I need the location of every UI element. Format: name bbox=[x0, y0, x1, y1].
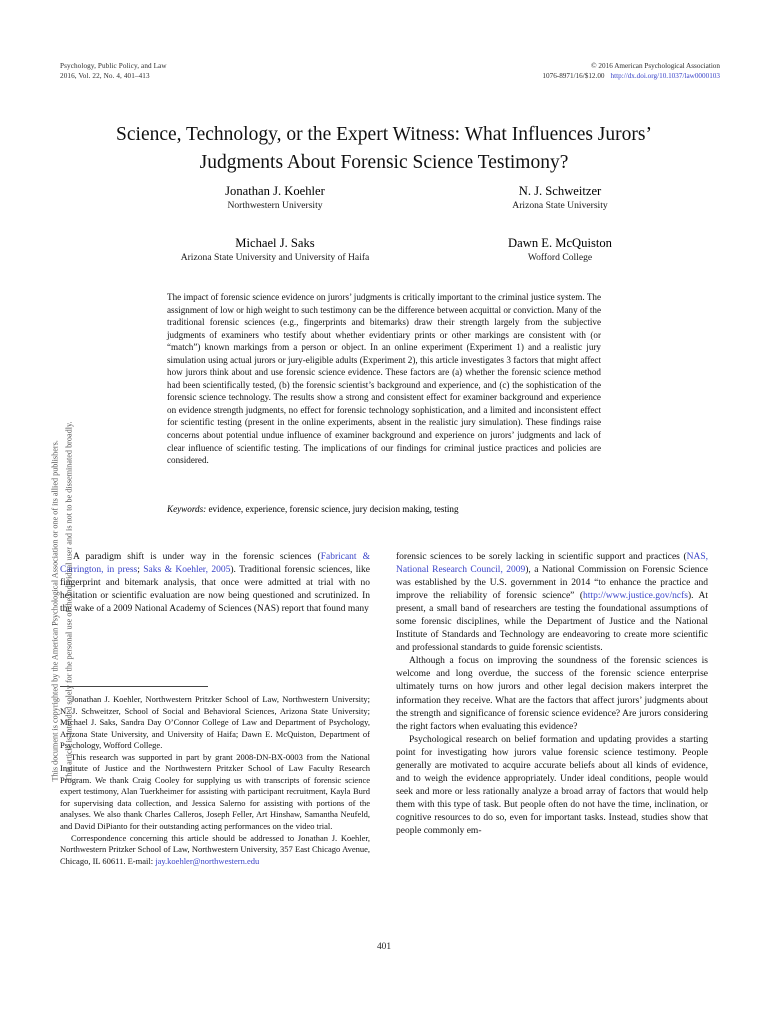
author-name: N. J. Schweitzer bbox=[518, 184, 602, 198]
keywords-line bbox=[167, 503, 601, 516]
author-block bbox=[0, 183, 768, 287]
author-name: Dawn E. McQuiston bbox=[508, 236, 612, 250]
url-link[interactable]: http://www.justice.gov/ncfs bbox=[583, 591, 688, 602]
doi-link[interactable]: http://dx.doi.org/10.1037/law0000103 bbox=[610, 71, 720, 80]
title-line-1: Science, Technology, or the Expert Witness: What Influences Jurors’ bbox=[116, 124, 652, 146]
journal-name: Psychology, Public Policy, and Law bbox=[60, 62, 167, 70]
page-number: 401 bbox=[376, 942, 392, 952]
body-paragraph: Although a focus on improving the soundness of the forensic sciences is welcome and long overdue, the success of the forensic science enterprise ultimately turns on how jurors and other legal decision makers interpret the information they receive. What are the factors that affect jurors’ judgments about the strength and significance of forensic science evidence? Are jurors considering the right factors when evaluating this evidence? bbox=[396, 656, 708, 732]
author-entry bbox=[430, 235, 690, 264]
email-link[interactable]: jay.koehler@northwestern.edu bbox=[155, 855, 260, 866]
footnote-block bbox=[60, 694, 370, 867]
body-paragraph: Psychological research on belief formation and updating provides a starting point for investigating how jurors value forensic science testimony. People generally are motivated to acquire accurate beliefs about all kinds of evidence, and to weigh the evidence appropriately. Under ideal conditions, people would seek and more or less rationally analyze a broad array of factors that would help them with this type of task. But people often do not have the time, inclination, or cognitive resources to do so, even for important tasks. Instead, studies show that people commonly em- bbox=[396, 734, 708, 836]
footnote-acknowledgments: This research was supported in part by grant 2008-DN-BX-0003 from the National Institute of Justice and the Northwestern Pritzker School of Law Faculty Research Program. We thank Craig Cooley for supplying us with transcripts of forensic science expert testimony, Alan Tuerkheimer for assisting with participant recruitment, Kayla Burd for supervising data collection, and Jessica Salerno for assisting with portions of the analyses. We also thank Charles Calleros, Joseph Feller, Art Hinshaw, Samantha Neufeld, and David DiPianto for their outstanding acting performances on the video trial. bbox=[60, 751, 370, 832]
body-paragraph bbox=[396, 551, 708, 655]
abstract-text: The impact of forensic science evidence on jurors’ judgments is critically important to the criminal justice system. The assignment of low or high weight to such testimony can be the difference between acquittal or conviction. Many of the traditional forensic sciences (e.g., fingerprints and bitemarks) draw their strength largely from the subjective judgments of examiners who testify about whether evidentiary prints or other markings are consistent with (or “match”) known markings from a person or object. In an online experiment (Experiment 1) and a realistic jury simulation using actual jurors or jury-eligible adults (Experiment 2), this article investigates 3 factors that might affect how jurors think about and use forensic science evidence. These factors are (a) whether the forensic science method had been scientifically tested, (b) the forensic scientist’s background and experience, and (c) the sophistication of the forensic science technology. The results show a strong and consistent effect for examiner background and experience on evidence strength judgments, no effect for forensic technology sophistication, and a limited and inconsistent effect for scientific testing (present in the online experiments, absent in the realistic jury simulation). These findings raise concerns about potential undue influence of examiner background and experience on jurors’ judgments and lack of clear influence of scientific testing. The implications of our findings for criminal justice practices and policies are considered. bbox=[167, 292, 601, 466]
footnote-affiliations: Jonathan J. Koehler, Northwestern Pritzker School of Law, Northwestern University; N. J. Schweitzer, School of Social and Behavioral Sciences, Arizona State University; Michael J. Saks, Sandra Day O’Connor College of Law and Department of Psychology, Arizona State University, and University of Haifa; Dawn E. McQuiston, Department of Psychology, Wofford College. bbox=[60, 694, 370, 751]
issn-doi-line bbox=[542, 72, 720, 82]
footnote-correspondence bbox=[60, 833, 370, 868]
sidebar-line-2: This article is intended solely for the personal use of the individual user and is not to be disseminated broadly. bbox=[64, 421, 73, 782]
journal-citation bbox=[60, 62, 167, 81]
author-entry bbox=[430, 183, 690, 212]
body-text: A paradigm shift is under way in the forensic sciences ( bbox=[73, 552, 321, 562]
author-entry bbox=[150, 183, 400, 212]
author-affiliation: Arizona State University bbox=[512, 200, 608, 211]
author-affiliation: Arizona State University and University of Haifa bbox=[180, 252, 370, 263]
author-entry bbox=[150, 235, 400, 264]
body-text: forensic sciences to be sorely lacking in scientific support and practices ( bbox=[396, 552, 687, 562]
body-column-right bbox=[396, 551, 708, 838]
author-row-1 bbox=[0, 183, 768, 235]
body-column-left bbox=[60, 551, 370, 616]
journal-volume-issue: 2016, Vol. 22, No. 4, 401–413 bbox=[60, 71, 150, 80]
author-affiliation: Wofford College bbox=[527, 252, 593, 263]
footnote-rule bbox=[60, 686, 208, 687]
title-line-2: Judgments About Forensic Science Testimony? bbox=[199, 152, 569, 174]
author-name: Michael J. Saks bbox=[235, 236, 315, 250]
citation-link[interactable]: NAS, National Research Council, 2009 bbox=[396, 552, 708, 576]
issn-price: 1076-8971/16/$12.00 bbox=[542, 71, 605, 80]
masthead bbox=[0, 62, 768, 88]
correspondence-text: Correspondence concerning this article should be addressed to Jonathan J. Koehler, Northwestern Pritzker School of Law, Northwestern University, 357 East Chicago Avenue, Chicago, IL 60611. E-mail: bbox=[60, 832, 370, 866]
author-name: Jonathan J. Koehler bbox=[225, 184, 325, 198]
citation-link[interactable]: Saks & Koehler, 2005 bbox=[143, 565, 231, 576]
author-row-2 bbox=[0, 235, 768, 287]
keywords-list: evidence, experience, forensic science, jury decision making, testing bbox=[208, 504, 459, 514]
copyright-line: © 2016 American Psychological Association bbox=[591, 62, 720, 70]
body-text: ). Traditional forensic sciences, like fingerprint and bitemark analysis, that once were admitted at trial with no hesitation or scientific evaluation are now being questioned and scrutinized. In the wake of a 2009 National Academy of Sciences (NAS) report that found many bbox=[60, 565, 371, 615]
body-text: ). At present, a small band of researchers are testing the foundational assumptions of some forensic disciplines, while the Department of Justice and the National Institute of Standards and Technology are endeavoring to create more scientific and professional standards to guide forensic scientists. bbox=[396, 591, 708, 654]
copyright-sidebar-notice bbox=[49, 222, 76, 782]
body-paragraph bbox=[60, 551, 370, 616]
page-title bbox=[84, 121, 684, 177]
copyright-block bbox=[542, 62, 720, 81]
author-affiliation: Northwestern University bbox=[227, 200, 323, 211]
body-text: ), a National Commission on Forensic Science was established by the U.S. government in 2014 “to enhance the practice and improve the reliability of forensic science” ( bbox=[396, 565, 708, 602]
sidebar-line-1: This document is copyrighted by the American Psychological Association or one of its allied publishers. bbox=[50, 440, 60, 782]
citation-link[interactable]: Fabricant & Carrington, in press bbox=[60, 552, 370, 576]
keywords-label: Keywords: bbox=[167, 504, 207, 514]
body-text: ; bbox=[137, 565, 144, 576]
